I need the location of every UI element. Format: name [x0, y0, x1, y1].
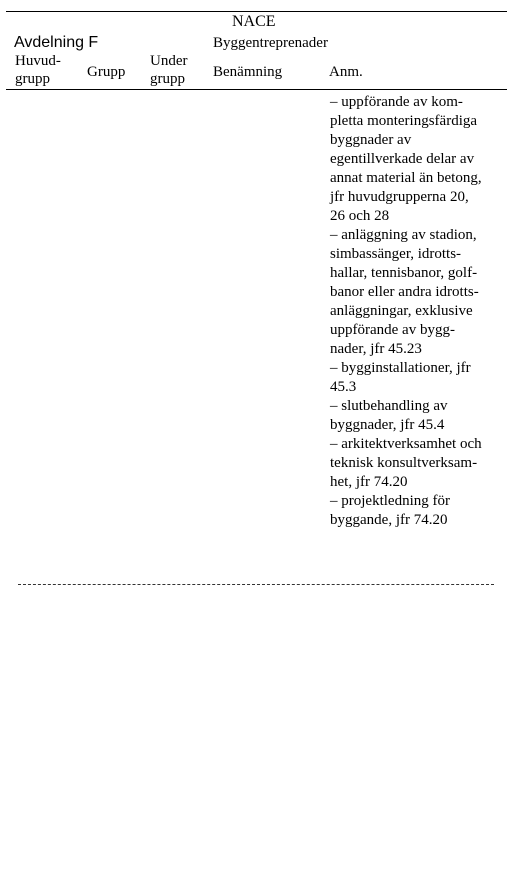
- note-item: [330, 93, 505, 226]
- note-line: 45.3: [330, 379, 357, 395]
- note-line: – slutbehandling av: [330, 398, 448, 414]
- note-item: [330, 435, 505, 492]
- note-line: jfr huvudgrupperna 20,: [330, 189, 469, 205]
- note-line: teknisk konsultverksam-: [330, 455, 478, 471]
- note-item: [330, 226, 505, 359]
- note-item: [330, 492, 505, 530]
- note-line: byggnader av: [330, 132, 412, 148]
- note-item: [330, 397, 505, 435]
- note-line: egentillverkade delar av: [330, 151, 475, 167]
- note-line: anläggningar, exklusive: [330, 303, 473, 319]
- note-line: – arkitektverksamhet och: [330, 436, 482, 452]
- column-header-undergrupp: Under grupp: [150, 53, 188, 87]
- note-line: 26 och 28: [330, 208, 390, 224]
- note-line: pletta monteringsfärdiga: [330, 113, 478, 129]
- note-line: – anläggning av stadion,: [330, 227, 477, 243]
- note-line: byggnader, jfr 45.4: [330, 417, 445, 433]
- note-line: hallar, tennisbanor, golf-: [330, 265, 478, 281]
- column-header-anm: Anm.: [329, 64, 363, 80]
- section-name: Byggentreprenader: [213, 35, 328, 51]
- notes-list: [330, 93, 505, 530]
- note-line: het, jfr 74.20: [330, 474, 408, 490]
- column-header-benamning: Benämning: [213, 64, 283, 80]
- top-rule: [6, 11, 507, 12]
- note-line: banor eller andra idrotts-: [330, 284, 479, 300]
- dashed-separator: [18, 584, 494, 585]
- section-label: Avdelning F: [14, 34, 99, 51]
- column-header-huvudgrupp: Huvud- grupp: [15, 53, 61, 87]
- header-rule: [6, 89, 507, 90]
- note-item: [330, 359, 505, 397]
- note-line: simbassänger, idrotts-: [330, 246, 462, 262]
- note-line: nader, jfr 45.23: [330, 341, 422, 357]
- nace-label: NACE: [232, 13, 276, 30]
- note-line: uppförande av bygg-: [330, 322, 455, 338]
- note-line: – projektledning för: [330, 493, 450, 509]
- column-header-grupp: Grupp: [87, 64, 126, 80]
- note-line: annat material än betong,: [330, 170, 482, 186]
- note-line: byggande, jfr 74.20: [330, 512, 448, 528]
- note-line: – uppförande av kom-: [330, 94, 463, 110]
- note-line: – bygginstallationer, jfr: [330, 360, 471, 376]
